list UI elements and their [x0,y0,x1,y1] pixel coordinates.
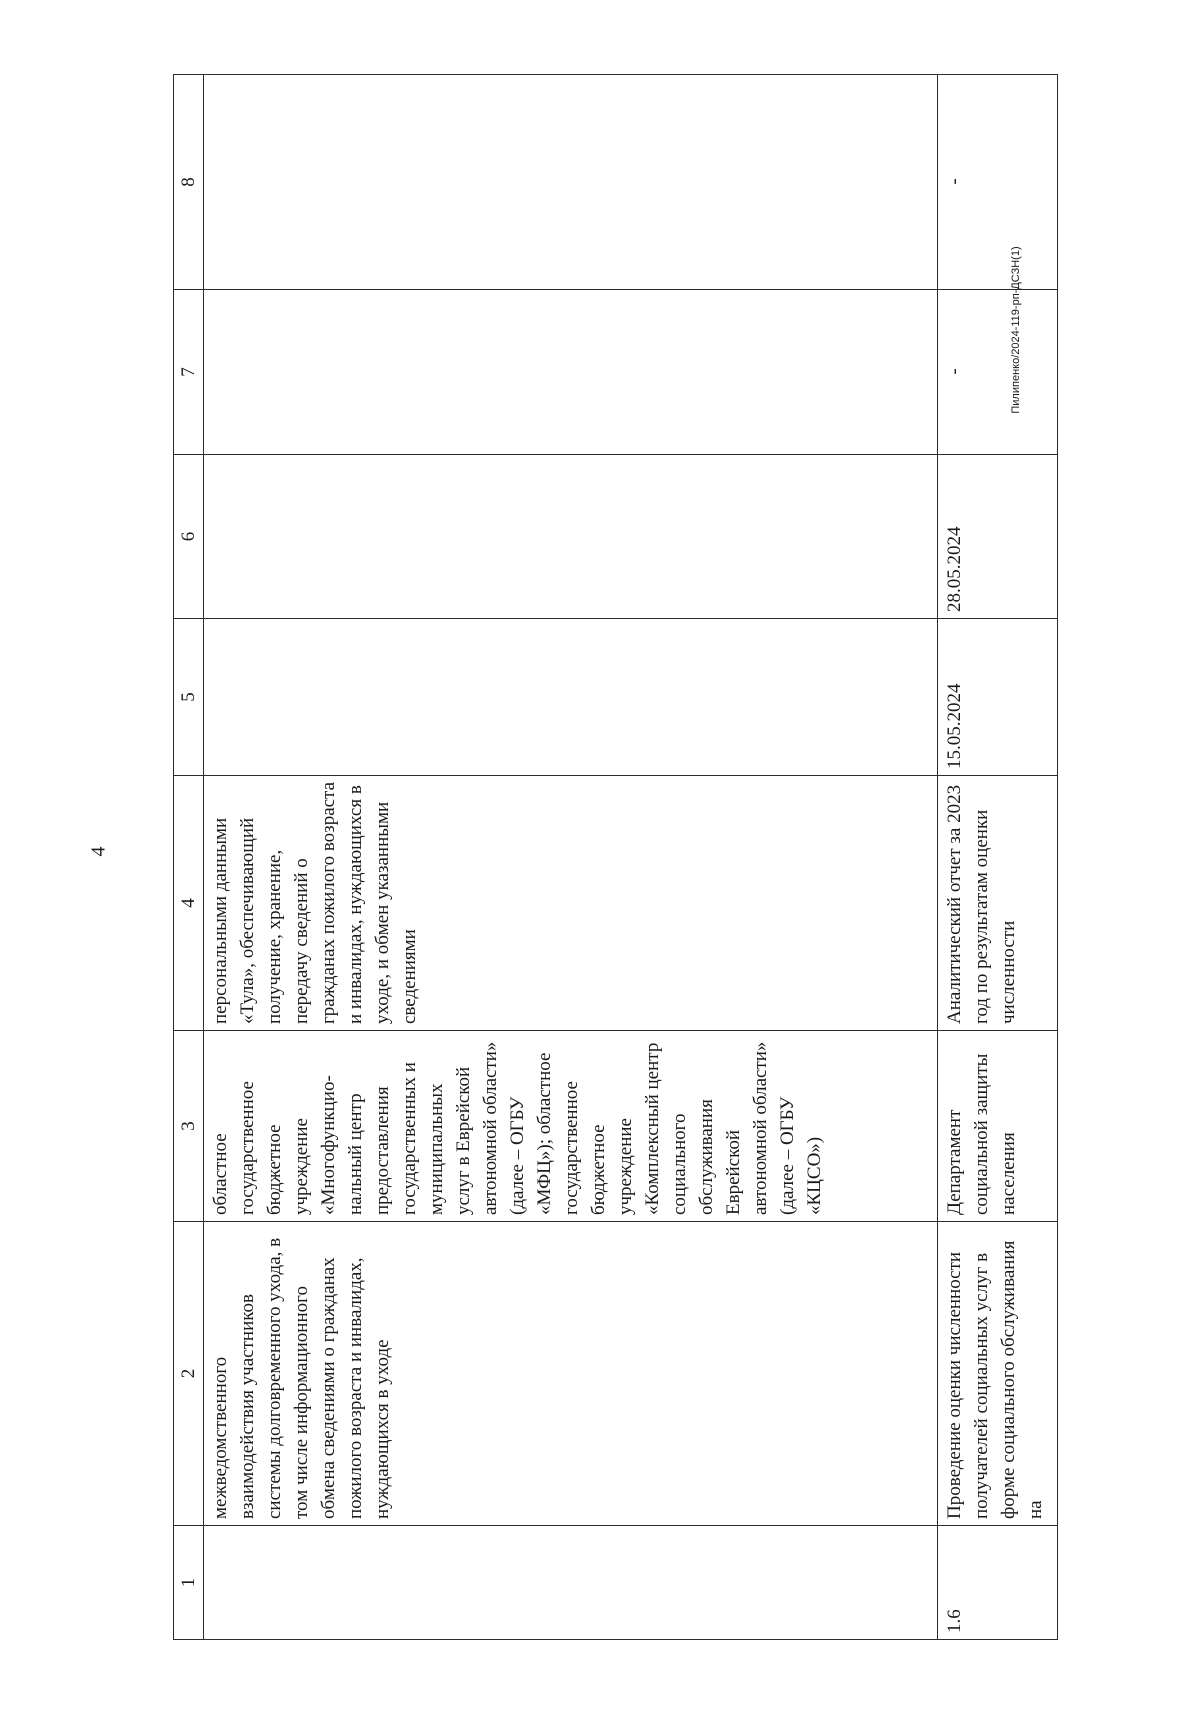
table-row [204,75,938,1640]
plan-table [173,74,1058,1640]
cell-result: персональными данными «Тула», обеспечивающий получение, хранение, передачу сведений о гражданах пожилого возраста и инвалидах, нуждающихся в уходе, и обмен указанными сведениями [204,776,938,1031]
cell-number: 1.6 [937,1526,1057,1640]
footer-document-code: Пилипенко/2024-119-рп-ДСЗН(1) [1010,246,1022,414]
cell-col-7: - [937,290,1057,455]
header-col-5: 5 [174,619,204,776]
table-row [937,75,1057,1640]
table-stage [173,77,1058,1640]
cell-responsible: Департамент социальной защиты населения [937,1031,1057,1222]
header-row [174,75,204,1640]
header-col-8: 8 [174,75,204,290]
cell-activity: Проведение оценки численности получателей социальных услуг в форме социального обслуживания на [937,1222,1057,1526]
cell-col-8: - [937,75,1057,290]
header-col-3: 3 [174,1031,204,1222]
cell-end-date: 28.05.2024 [937,455,1057,619]
page-number: 4 [87,846,110,857]
cell-start-date [204,619,938,776]
cell-number [204,1526,938,1640]
cell-end-date [204,455,938,619]
header-col-7: 7 [174,290,204,455]
header-col-6: 6 [174,455,204,619]
cell-result: Аналитический отчет за 2023 год по результатам оценки численности [937,776,1057,1031]
header-col-2: 2 [174,1222,204,1526]
cell-start-date: 15.05.2024 [937,619,1057,776]
table-wrapper [173,77,1058,1640]
cell-responsible: областное государственное бюджетное учреждение «Многофункцио-нальный центр предоставления государственных и муниципальных услуг в Еврейской автономной области» (далее – ОГБУ «МФЦ»); областное государственное бюджетное учреждение «Комплексный центр социального обслуживания Еврейской автономной области» (далее – ОГБУ «КЦСО») [204,1031,938,1222]
header-col-4: 4 [174,776,204,1031]
cell-col-8 [204,75,938,290]
header-col-1: 1 [174,1526,204,1640]
cell-activity: межведомственного взаимодействия участников системы долговременного ухода, в том числе информационного обмена сведениями о гражданах пожилого возраста и инвалидах, нуждающихся в уходе [204,1222,938,1526]
cell-col-7 [204,290,938,455]
